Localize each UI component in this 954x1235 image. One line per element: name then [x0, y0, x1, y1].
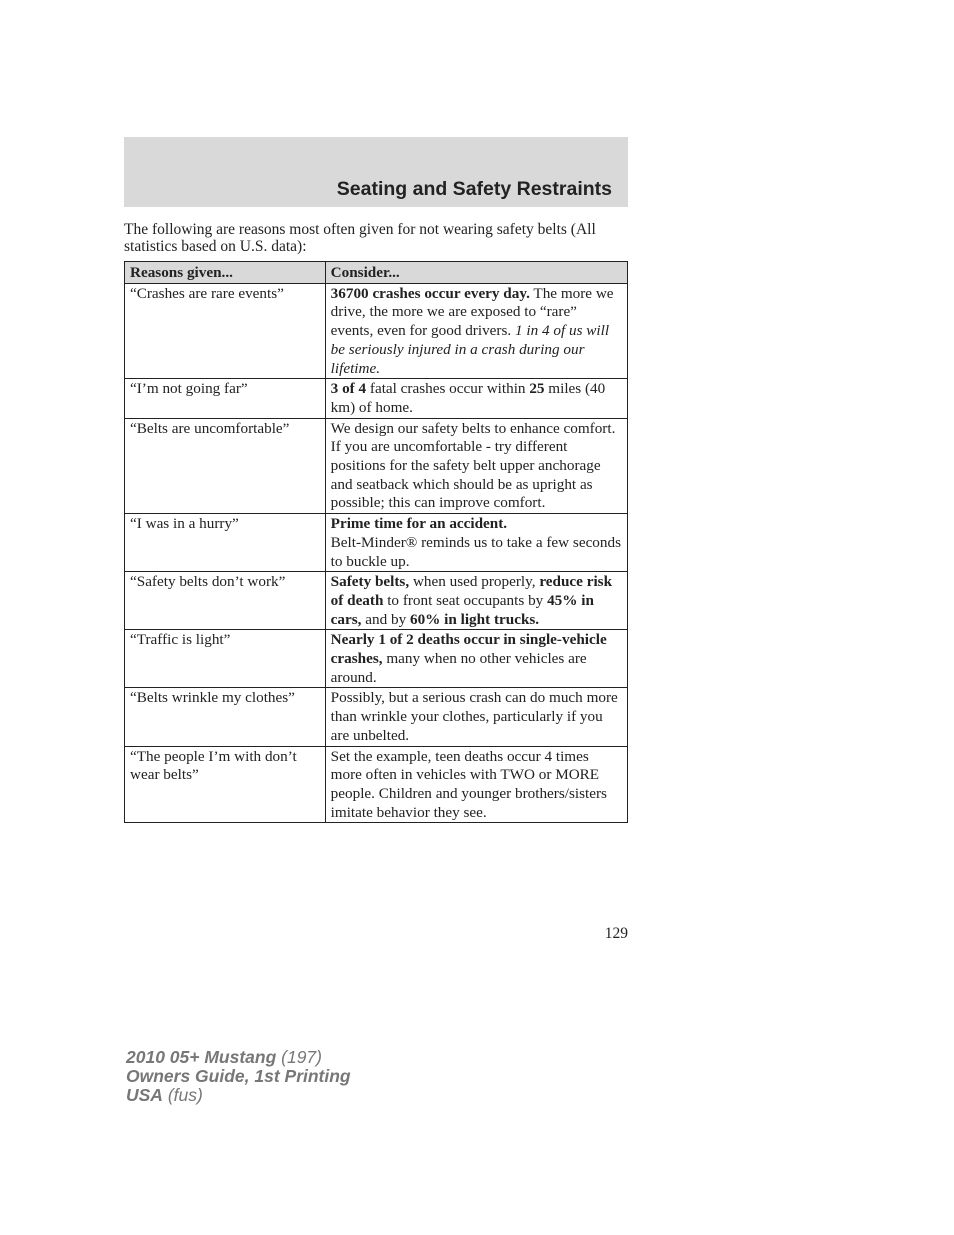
section-header-band	[124, 137, 628, 207]
consider-cell	[325, 688, 627, 746]
column-header-reasons: Reasons given...	[125, 262, 326, 284]
consider-cell	[325, 283, 627, 379]
consider-text: 45% in cars,	[330, 591, 594, 628]
intro-paragraph: The following are reasons most often given for not wearing safety belts (All statistics based on U.S. data):	[124, 221, 596, 255]
consider-text: Nearly 1 of 2 deaths occur in single-vehicle crashes,	[330, 631, 607, 668]
consider-text: 25	[529, 380, 545, 398]
table-row	[125, 630, 628, 688]
consider-text: to front seat occupants by	[383, 591, 548, 609]
consider-text: 3 of 4	[330, 380, 367, 398]
consider-text: miles (40 km) of home.	[330, 380, 606, 416]
footer-market: USA	[126, 1085, 163, 1105]
consider-text: Possibly, but a serious crash can do much more than wrinkle your clothes, particularly if you are unbelted.	[330, 689, 618, 744]
table-row	[125, 746, 628, 823]
consider-text: when used properly,	[409, 573, 540, 591]
reason-cell: “I was in a hurry”	[125, 514, 326, 572]
table-row	[125, 418, 628, 514]
consider-cell	[325, 572, 627, 630]
table-body	[125, 283, 628, 823]
footer-publication-info	[126, 1048, 351, 1105]
consider-text: Belt-Minder® reminds us to take a few seconds to buckle up.	[330, 533, 621, 570]
consider-text: The more we drive, the more we are exposed to “rare” events, even for good drivers.	[330, 284, 614, 340]
consider-text: Set the example, teen deaths occur 4 times more often in vehicles with TWO or MORE people. Children and younger brothers/sisters imitate behavior they see.	[330, 747, 607, 821]
footer-line-model	[126, 1048, 351, 1067]
footer-line-market	[126, 1086, 351, 1105]
consider-text: many when no other vehicles are around.	[330, 650, 587, 686]
reason-cell: “The people I’m with don’t wear belts”	[125, 746, 326, 823]
consider-text: fatal crashes occur within	[366, 380, 530, 398]
reason-cell: “I’m not going far”	[125, 379, 326, 418]
reason-cell: “Safety belts don’t work”	[125, 572, 326, 630]
table-row	[125, 283, 628, 379]
reason-cell: “Belts wrinkle my clothes”	[125, 688, 326, 746]
section-title: Seating and Safety Restraints	[336, 178, 612, 200]
table-row	[125, 572, 628, 630]
consider-text: Prime time for an accident.	[330, 515, 508, 533]
consider-cell	[325, 379, 627, 418]
table-header-row	[125, 262, 628, 284]
consider-cell	[325, 746, 627, 823]
consider-text: 1 in 4 of us will be seriously injured in a crash during our lifetime.	[330, 322, 610, 377]
consider-cell	[325, 514, 627, 572]
footer-guide-name: Owners Guide, 1st Printing	[126, 1066, 351, 1086]
table-row	[125, 688, 628, 746]
page-number: 129	[604, 925, 628, 942]
footer-line-guide	[126, 1067, 351, 1086]
footer-model-code: (197)	[276, 1047, 322, 1067]
consider-cell	[325, 418, 627, 514]
column-header-consider: Consider...	[325, 262, 627, 284]
consider-text: Safety belts,	[330, 573, 410, 591]
consider-text: We design our safety belts to enhance comfort. If you are uncomfortable - try different positions for the safety belt upper anchorage and seatback which should be as upright as possible; this can improve comfort.	[330, 419, 616, 512]
reason-cell: “Belts are uncomfortable”	[125, 418, 326, 514]
table-row	[125, 514, 628, 572]
consider-text: 60% in light trucks.	[409, 610, 540, 628]
consider-text: 36700 crashes occur every day.	[330, 284, 530, 302]
reasons-table	[124, 261, 628, 823]
consider-text: and by	[361, 610, 410, 628]
consider-cell	[325, 630, 627, 688]
table-row	[125, 379, 628, 418]
footer-model-name: 2010 05+ Mustang	[126, 1047, 277, 1067]
reason-cell: “Traffic is light”	[125, 630, 326, 688]
reason-cell: “Crashes are rare events”	[125, 283, 326, 379]
consider-text: reduce risk of death	[330, 573, 613, 609]
footer-market-code: (fus)	[162, 1085, 203, 1105]
